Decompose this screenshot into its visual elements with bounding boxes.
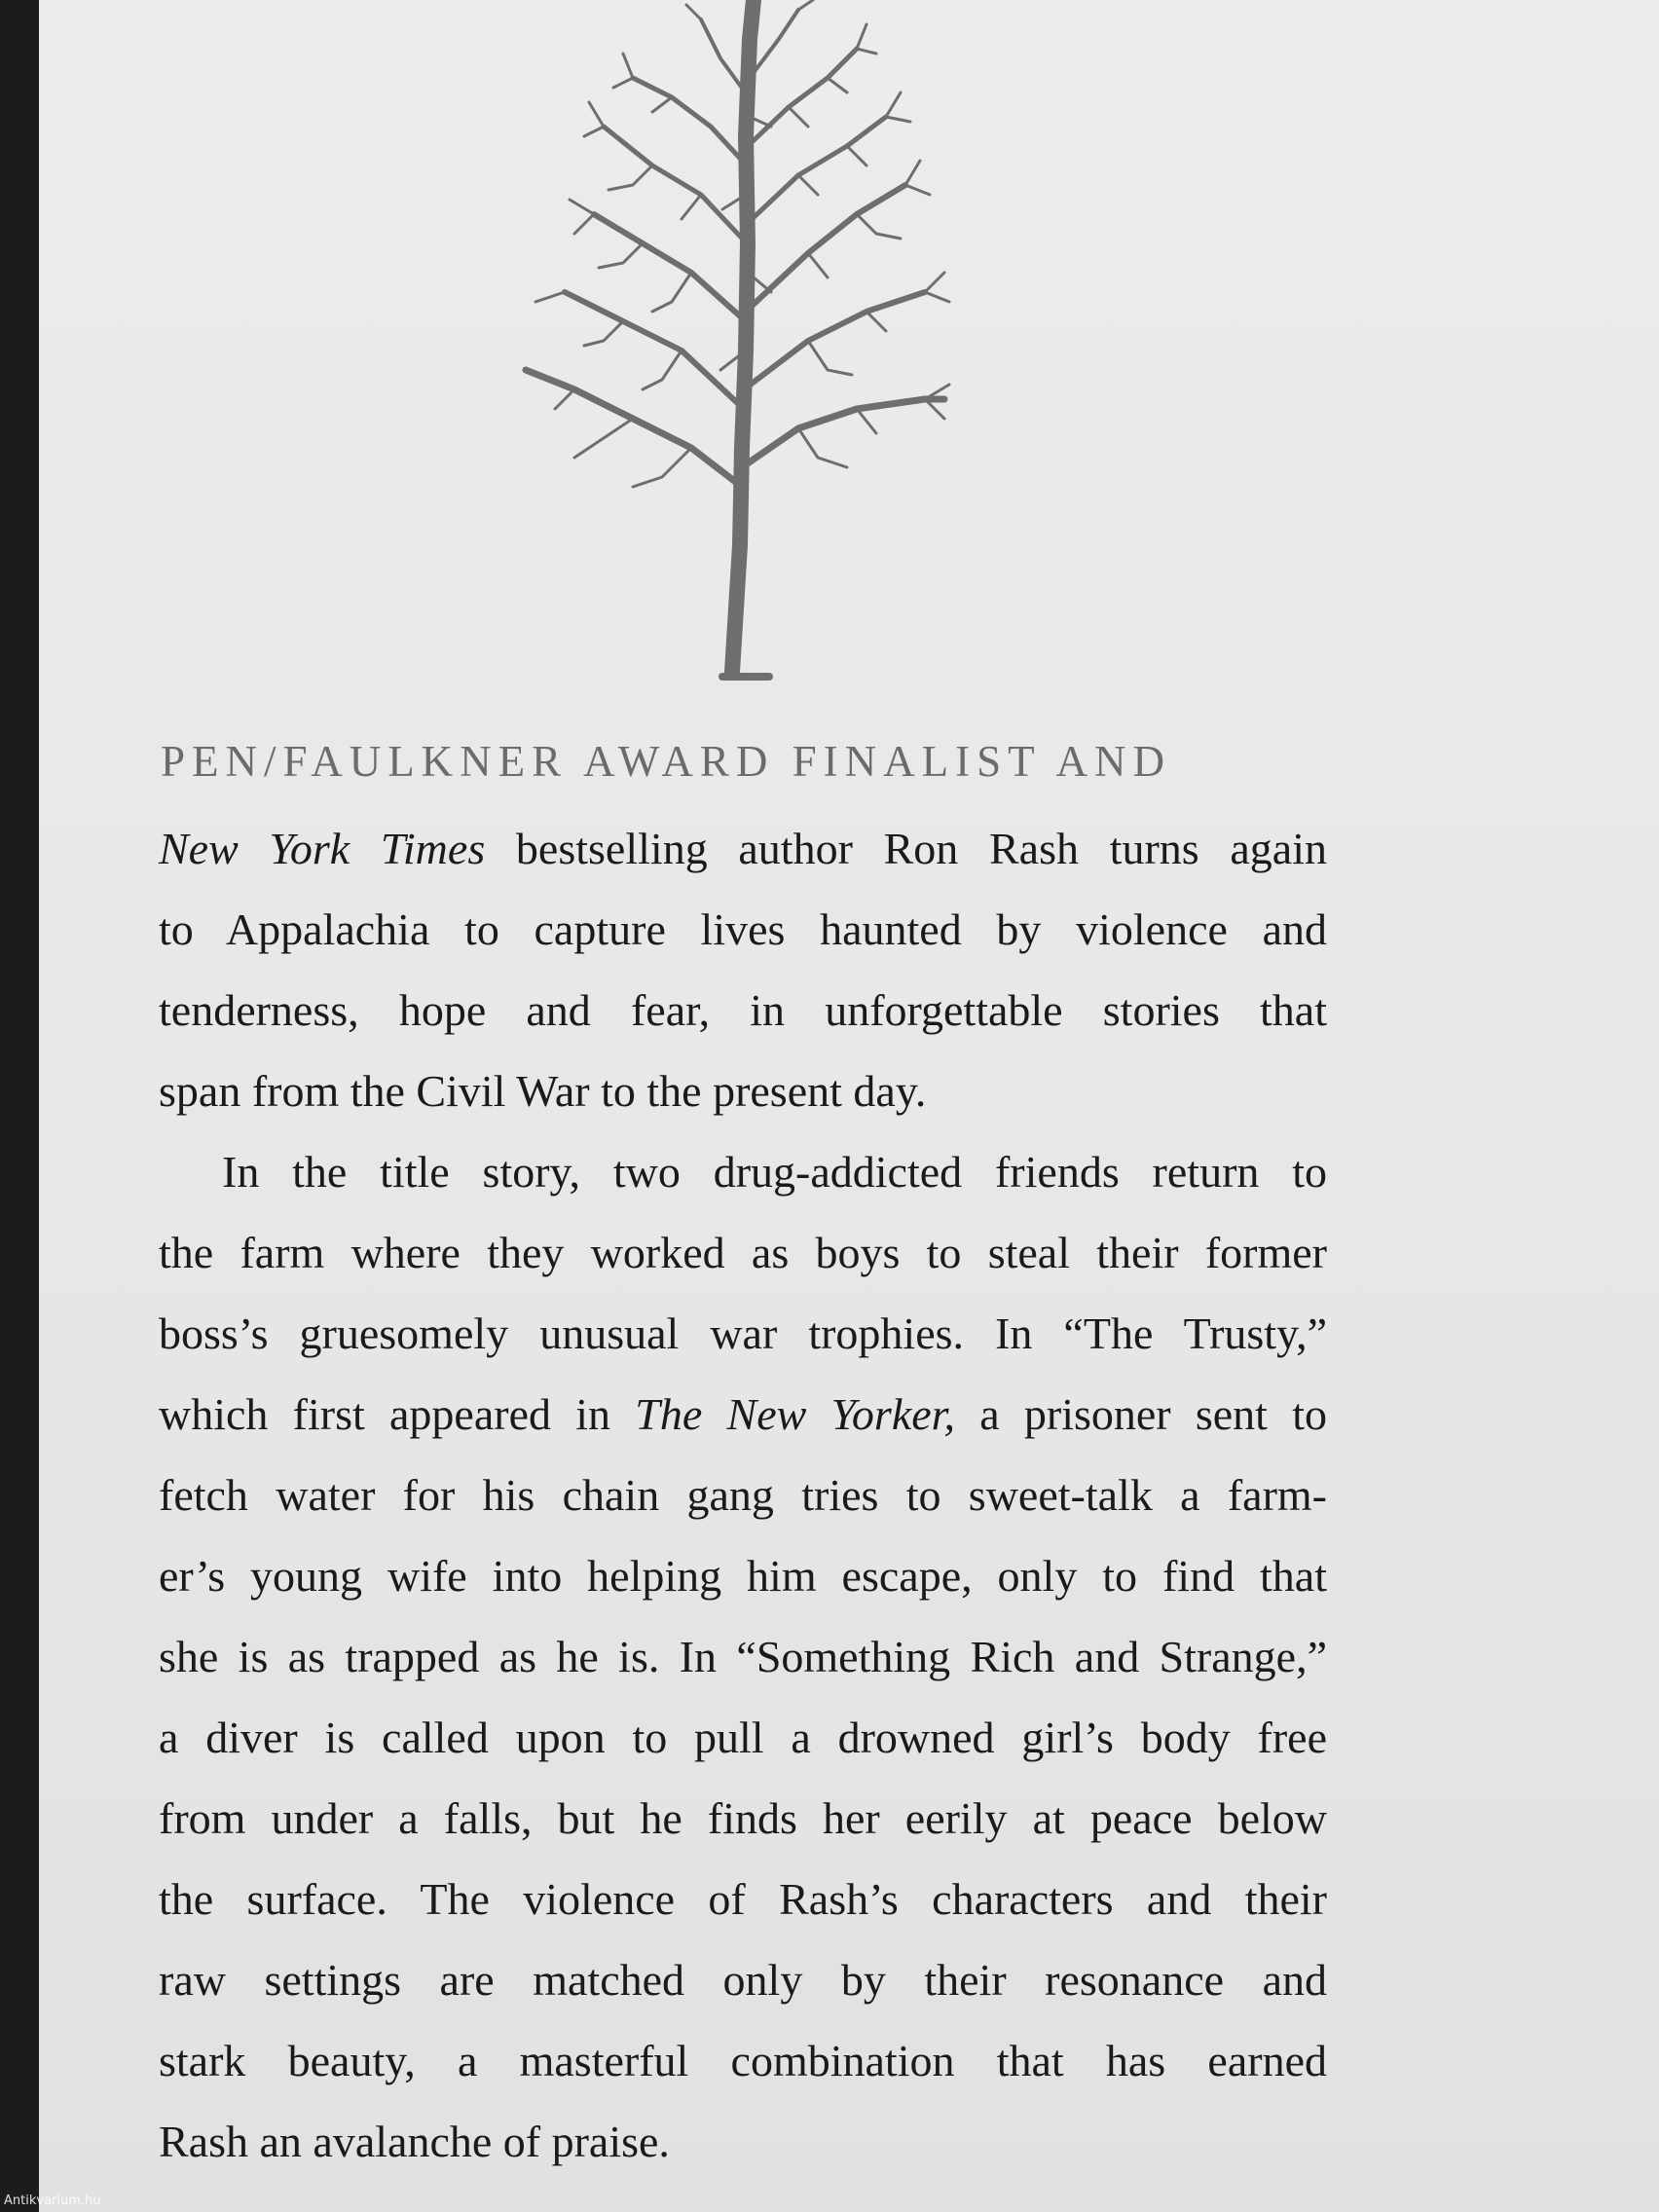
text-line: stark beauty, a masterful combination that has earned <box>159 2036 1327 2085</box>
text-line: tenderness, hope and fear, in unforgettable stories that <box>159 985 1327 1035</box>
blurb-text <box>159 808 1327 2182</box>
text-span: bestselling author Ron Rash turns again <box>485 824 1327 873</box>
italic-title: The New Yorker, <box>635 1389 955 1439</box>
text-line: span from the Civil War to the present day. <box>159 1066 927 1116</box>
italic-title: New York Times <box>159 824 486 873</box>
book-spine-edge <box>0 0 39 2212</box>
text-line: from under a falls, but he finds her eerily at peace below <box>159 1793 1327 1843</box>
text-line: raw settings are matched only by their resonance and <box>159 1955 1327 2005</box>
text-line: boss’s gruesomely unusual war trophies. In “The Trusty,” <box>159 1309 1327 1358</box>
text-line <box>159 808 1327 889</box>
bare-tree-icon <box>516 0 964 682</box>
text-line: to Appalachia to capture lives haunted by violence and <box>159 904 1327 954</box>
text-line: the farm where they worked as boys to steal their former <box>159 1228 1327 1277</box>
text-span: a prisoner sent to <box>954 1389 1327 1439</box>
page-heading: PEN/FAULKNER AWARD FINALIST AND <box>161 737 1172 786</box>
text-line: In the title story, two drug-addicted friends return to <box>222 1147 1327 1197</box>
watermark: Antikvarium.hu <box>4 2194 101 2208</box>
text-line: er’s young wife into helping him escape, only to find that <box>159 1551 1327 1601</box>
text-line <box>159 1374 1327 1455</box>
text-line: Rash an avalanche of praise. <box>159 2117 670 2166</box>
text-line: the surface. The violence of Rash’s characters and their <box>159 1874 1327 1924</box>
text-line: she is as trapped as he is. In “Something Rich and Strange,” <box>159 1632 1327 1681</box>
book-page <box>39 0 1659 2212</box>
text-line: a diver is called upon to pull a drowned girl’s body free <box>159 1713 1327 1762</box>
text-line: fetch water for his chain gang tries to sweet-talk a farm- <box>159 1470 1327 1520</box>
text-span: which first appeared in <box>159 1389 636 1439</box>
